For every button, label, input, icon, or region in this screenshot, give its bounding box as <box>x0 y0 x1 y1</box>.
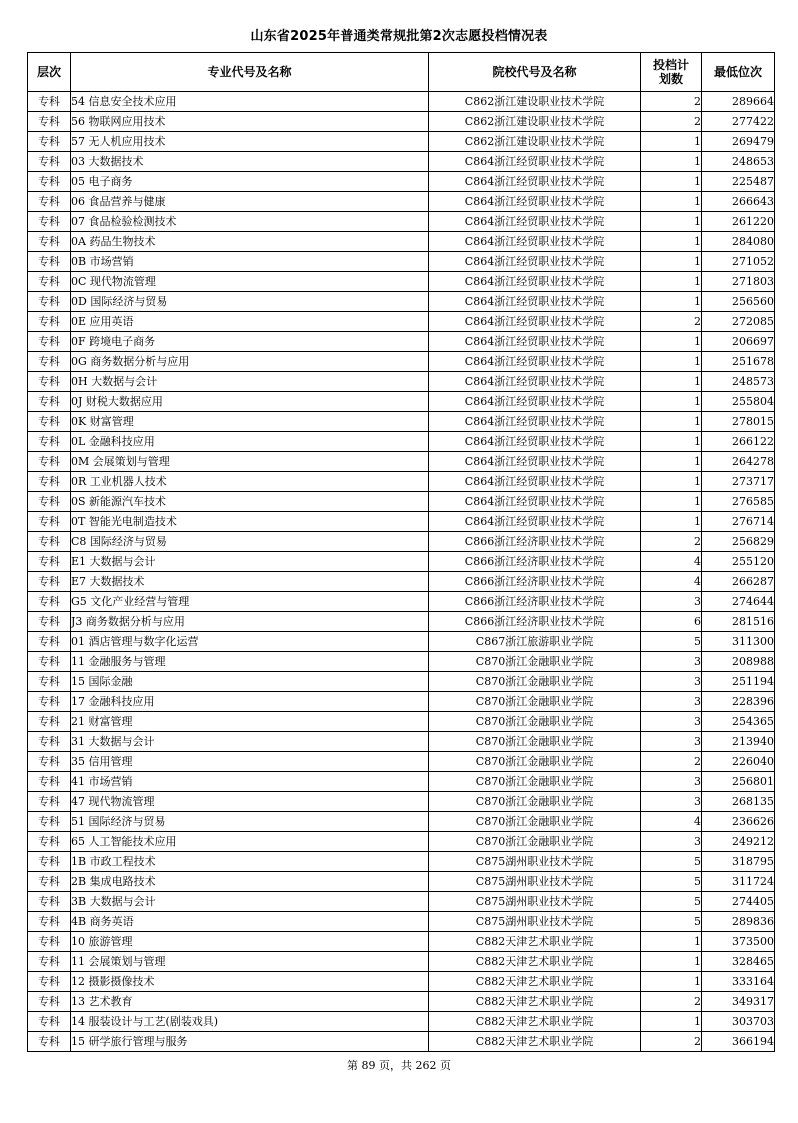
cell-level: 专科 <box>28 112 71 132</box>
cell-rank: 273717 <box>702 472 775 492</box>
cell-major: E7 大数据技术 <box>71 572 429 592</box>
cell-level: 专科 <box>28 512 71 532</box>
cell-school: C882天津艺术职业学院 <box>429 952 641 972</box>
cell-major: 4B 商务英语 <box>71 912 429 932</box>
cell-major: 0G 商务数据分析与应用 <box>71 352 429 372</box>
cell-plan: 4 <box>641 572 702 592</box>
cell-school: C864浙江经贸职业技术学院 <box>429 352 641 372</box>
cell-plan: 3 <box>641 792 702 812</box>
cell-plan: 1 <box>641 352 702 372</box>
table-row <box>28 832 775 852</box>
cell-school: C870浙江金融职业学院 <box>429 672 641 692</box>
cell-school: C870浙江金融职业学院 <box>429 792 641 812</box>
cell-level: 专科 <box>28 452 71 472</box>
cell-level: 专科 <box>28 92 71 112</box>
cell-major: 56 物联网应用技术 <box>71 112 429 132</box>
table-row <box>28 392 775 412</box>
cell-level: 专科 <box>28 692 71 712</box>
cell-major: 15 国际金融 <box>71 672 429 692</box>
cell-rank: 269479 <box>702 132 775 152</box>
cell-major: 0C 现代物流管理 <box>71 272 429 292</box>
table-row <box>28 892 775 912</box>
cell-school: C870浙江金融职业学院 <box>429 732 641 752</box>
cell-plan: 1 <box>641 192 702 212</box>
cell-plan: 1 <box>641 972 702 992</box>
cell-school: C870浙江金融职业学院 <box>429 652 641 672</box>
cell-rank: 289664 <box>702 92 775 112</box>
cell-level: 专科 <box>28 132 71 152</box>
cell-rank: 271052 <box>702 252 775 272</box>
table-row <box>28 232 775 252</box>
cell-rank: 256560 <box>702 292 775 312</box>
cell-school: C862浙江建设职业技术学院 <box>429 92 641 112</box>
cell-major: 35 信用管理 <box>71 752 429 772</box>
table-row <box>28 592 775 612</box>
cell-rank: 228396 <box>702 692 775 712</box>
cell-plan: 5 <box>641 632 702 652</box>
cell-rank: 276585 <box>702 492 775 512</box>
cell-school: C864浙江经贸职业技术学院 <box>429 252 641 272</box>
cell-plan: 2 <box>641 92 702 112</box>
page-number-footer: 第 89 页，共 262 页 <box>347 1059 451 1072</box>
cell-plan: 4 <box>641 812 702 832</box>
cell-school: C864浙江经贸职业技术学院 <box>429 172 641 192</box>
cell-plan: 1 <box>641 172 702 192</box>
cell-level: 专科 <box>28 652 71 672</box>
cell-plan: 3 <box>641 732 702 752</box>
cell-school: C864浙江经贸职业技术学院 <box>429 192 641 212</box>
cell-rank: 328465 <box>702 952 775 972</box>
cell-major: J3 商务数据分析与应用 <box>71 612 429 632</box>
cell-school: C867浙江旅游职业学院 <box>429 632 641 652</box>
cell-major: 41 市场营销 <box>71 772 429 792</box>
table-row <box>28 92 775 112</box>
table-row <box>28 712 775 732</box>
cell-rank: 373500 <box>702 932 775 952</box>
cell-rank: 276714 <box>702 512 775 532</box>
table-row <box>28 772 775 792</box>
cell-rank: 266287 <box>702 572 775 592</box>
cell-level: 专科 <box>28 352 71 372</box>
cell-plan: 1 <box>641 252 702 272</box>
table-row <box>28 512 775 532</box>
cell-school: C864浙江经贸职业技术学院 <box>429 312 641 332</box>
cell-rank: 254365 <box>702 712 775 732</box>
cell-level: 专科 <box>28 672 71 692</box>
cell-plan: 1 <box>641 472 702 492</box>
cell-plan: 1 <box>641 132 702 152</box>
cell-level: 专科 <box>28 232 71 252</box>
cell-major: 14 服装设计与工艺(剧装戏具) <box>71 1012 429 1032</box>
table-row <box>28 1032 775 1052</box>
cell-school: C862浙江建设职业技术学院 <box>429 112 641 132</box>
cell-plan: 5 <box>641 852 702 872</box>
cell-level: 专科 <box>28 552 71 572</box>
cell-level: 专科 <box>28 332 71 352</box>
cell-major: 1B 市政工程技术 <box>71 852 429 872</box>
cell-level: 专科 <box>28 832 71 852</box>
table-row <box>28 732 775 752</box>
cell-rank: 251678 <box>702 352 775 372</box>
cell-rank: 311300 <box>702 632 775 652</box>
cell-school: C882天津艺术职业学院 <box>429 992 641 1012</box>
cell-major: 11 金融服务与管理 <box>71 652 429 672</box>
cell-plan: 1 <box>641 372 702 392</box>
cell-rank: 277422 <box>702 112 775 132</box>
cell-major: 3B 大数据与会计 <box>71 892 429 912</box>
cell-rank: 281516 <box>702 612 775 632</box>
cell-plan: 1 <box>641 452 702 472</box>
cell-level: 专科 <box>28 772 71 792</box>
cell-rank: 248653 <box>702 152 775 172</box>
table-row <box>28 132 775 152</box>
table-row <box>28 572 775 592</box>
header-level: 层次 <box>28 53 71 92</box>
cell-level: 专科 <box>28 932 71 952</box>
cell-level: 专科 <box>28 212 71 232</box>
cell-rank: 303703 <box>702 1012 775 1032</box>
cell-school: C866浙江经济职业技术学院 <box>429 552 641 572</box>
cell-major: 0B 市场营销 <box>71 252 429 272</box>
cell-rank: 261220 <box>702 212 775 232</box>
cell-rank: 225487 <box>702 172 775 192</box>
table-row <box>28 652 775 672</box>
cell-rank: 236626 <box>702 812 775 832</box>
cell-school: C870浙江金融职业学院 <box>429 712 641 732</box>
cell-plan: 1 <box>641 1012 702 1032</box>
cell-school: C864浙江经贸职业技术学院 <box>429 152 641 172</box>
cell-plan: 1 <box>641 412 702 432</box>
cell-school: C864浙江经贸职业技术学院 <box>429 372 641 392</box>
cell-level: 专科 <box>28 1032 71 1052</box>
cell-plan: 3 <box>641 832 702 852</box>
cell-major: 0E 应用英语 <box>71 312 429 332</box>
cell-major: 0D 国际经济与贸易 <box>71 292 429 312</box>
cell-level: 专科 <box>28 612 71 632</box>
cell-plan: 3 <box>641 692 702 712</box>
cell-major: 01 酒店管理与数字化运营 <box>71 632 429 652</box>
cell-major: 31 大数据与会计 <box>71 732 429 752</box>
cell-school: C864浙江经贸职业技术学院 <box>429 512 641 532</box>
table-row <box>28 432 775 452</box>
cell-plan: 2 <box>641 312 702 332</box>
cell-major: 0K 财富管理 <box>71 412 429 432</box>
table-row <box>28 752 775 772</box>
table-row <box>28 252 775 272</box>
cell-rank: 206697 <box>702 332 775 352</box>
table-row <box>28 192 775 212</box>
cell-school: C864浙江经贸职业技术学院 <box>429 392 641 412</box>
table-row <box>28 912 775 932</box>
cell-plan: 1 <box>641 512 702 532</box>
cell-major: 0L 金融科技应用 <box>71 432 429 452</box>
cell-rank: 311724 <box>702 872 775 892</box>
cell-rank: 256829 <box>702 532 775 552</box>
cell-plan: 3 <box>641 672 702 692</box>
cell-rank: 226040 <box>702 752 775 772</box>
cell-school: C875湖州职业技术学院 <box>429 872 641 892</box>
cell-plan: 1 <box>641 492 702 512</box>
cell-school: C875湖州职业技术学院 <box>429 852 641 872</box>
cell-school: C862浙江建设职业技术学院 <box>429 132 641 152</box>
cell-rank: 251194 <box>702 672 775 692</box>
cell-school: C864浙江经贸职业技术学院 <box>429 272 641 292</box>
cell-plan: 5 <box>641 912 702 932</box>
cell-level: 专科 <box>28 752 71 772</box>
header-rank: 最低位次 <box>702 53 775 92</box>
cell-major: 21 财富管理 <box>71 712 429 732</box>
cell-major: 05 电子商务 <box>71 172 429 192</box>
cell-major: E1 大数据与会计 <box>71 552 429 572</box>
cell-level: 专科 <box>28 532 71 552</box>
table-row <box>28 472 775 492</box>
cell-level: 专科 <box>28 632 71 652</box>
cell-plan: 2 <box>641 1032 702 1052</box>
cell-rank: 274405 <box>702 892 775 912</box>
cell-plan: 2 <box>641 752 702 772</box>
cell-major: 17 金融科技应用 <box>71 692 429 712</box>
table-row <box>28 852 775 872</box>
cell-level: 专科 <box>28 852 71 872</box>
cell-major: 15 研学旅行管理与服务 <box>71 1032 429 1052</box>
cell-school: C864浙江经贸职业技术学院 <box>429 332 641 352</box>
cell-plan: 1 <box>641 332 702 352</box>
table-row <box>28 932 775 952</box>
cell-plan: 1 <box>641 212 702 232</box>
table-row <box>28 632 775 652</box>
header-major: 专业代号及名称 <box>71 53 429 92</box>
cell-level: 专科 <box>28 312 71 332</box>
cell-plan: 1 <box>641 932 702 952</box>
cell-level: 专科 <box>28 392 71 412</box>
cell-major: 12 摄影摄像技术 <box>71 972 429 992</box>
cell-level: 专科 <box>28 792 71 812</box>
cell-rank: 213940 <box>702 732 775 752</box>
cell-level: 专科 <box>28 432 71 452</box>
table-header-row <box>28 53 775 92</box>
cell-level: 专科 <box>28 272 71 292</box>
cell-plan: 1 <box>641 432 702 452</box>
cell-level: 专科 <box>28 492 71 512</box>
cell-level: 专科 <box>28 952 71 972</box>
cell-plan: 1 <box>641 232 702 252</box>
cell-plan: 3 <box>641 772 702 792</box>
table-row <box>28 672 775 692</box>
cell-school: C866浙江经济职业技术学院 <box>429 612 641 632</box>
table-row <box>28 352 775 372</box>
admission-table <box>27 52 775 1052</box>
cell-school: C866浙江经济职业技术学院 <box>429 532 641 552</box>
cell-school: C864浙江经贸职业技术学院 <box>429 212 641 232</box>
cell-level: 专科 <box>28 372 71 392</box>
cell-major: G5 文化产业经营与管理 <box>71 592 429 612</box>
page-title: 山东省2025年普通类常规批第2次志愿投档情况表 <box>250 29 548 44</box>
cell-level: 专科 <box>28 472 71 492</box>
table-row <box>28 612 775 632</box>
cell-plan: 1 <box>641 952 702 972</box>
table-row <box>28 872 775 892</box>
table-body <box>28 92 775 1052</box>
cell-plan: 5 <box>641 892 702 912</box>
cell-plan: 3 <box>641 592 702 612</box>
cell-major: 2B 集成电路技术 <box>71 872 429 892</box>
table-row <box>28 212 775 232</box>
cell-level: 专科 <box>28 812 71 832</box>
cell-school: C875湖州职业技术学院 <box>429 912 641 932</box>
cell-plan: 2 <box>641 992 702 1012</box>
cell-major: 0A 药品生物技术 <box>71 232 429 252</box>
cell-school: C864浙江经贸职业技术学院 <box>429 472 641 492</box>
cell-level: 专科 <box>28 892 71 912</box>
cell-major: 51 国际经济与贸易 <box>71 812 429 832</box>
cell-school: C864浙江经贸职业技术学院 <box>429 452 641 472</box>
cell-rank: 289836 <box>702 912 775 932</box>
cell-plan: 1 <box>641 272 702 292</box>
cell-rank: 284080 <box>702 232 775 252</box>
cell-level: 专科 <box>28 172 71 192</box>
cell-school: C864浙江经贸职业技术学院 <box>429 492 641 512</box>
cell-school: C870浙江金融职业学院 <box>429 772 641 792</box>
cell-rank: 333164 <box>702 972 775 992</box>
cell-plan: 1 <box>641 392 702 412</box>
cell-level: 专科 <box>28 152 71 172</box>
table-row <box>28 992 775 1012</box>
cell-level: 专科 <box>28 732 71 752</box>
cell-level: 专科 <box>28 252 71 272</box>
cell-rank: 266122 <box>702 432 775 452</box>
cell-level: 专科 <box>28 992 71 1012</box>
cell-rank: 249212 <box>702 832 775 852</box>
cell-rank: 256801 <box>702 772 775 792</box>
cell-level: 专科 <box>28 1012 71 1032</box>
cell-school: C864浙江经贸职业技术学院 <box>429 232 641 252</box>
cell-rank: 255120 <box>702 552 775 572</box>
cell-major: 03 大数据技术 <box>71 152 429 172</box>
cell-major: 47 现代物流管理 <box>71 792 429 812</box>
table-row <box>28 972 775 992</box>
cell-rank: 248573 <box>702 372 775 392</box>
cell-plan: 3 <box>641 712 702 732</box>
cell-major: 0M 会展策划与管理 <box>71 452 429 472</box>
cell-rank: 268135 <box>702 792 775 812</box>
header-plan: 投档计划数 <box>641 53 702 92</box>
cell-school: C870浙江金融职业学院 <box>429 812 641 832</box>
cell-plan: 1 <box>641 152 702 172</box>
table-row <box>28 492 775 512</box>
cell-level: 专科 <box>28 972 71 992</box>
cell-school: C875湖州职业技术学院 <box>429 892 641 912</box>
cell-rank: 318795 <box>702 852 775 872</box>
cell-major: C8 国际经济与贸易 <box>71 532 429 552</box>
cell-major: 0J 财税大数据应用 <box>71 392 429 412</box>
cell-rank: 255804 <box>702 392 775 412</box>
cell-level: 专科 <box>28 912 71 932</box>
table-row <box>28 372 775 392</box>
cell-rank: 274644 <box>702 592 775 612</box>
cell-plan: 5 <box>641 872 702 892</box>
cell-level: 专科 <box>28 572 71 592</box>
cell-school: C864浙江经贸职业技术学院 <box>429 432 641 452</box>
cell-major: 06 食品营养与健康 <box>71 192 429 212</box>
cell-major: 10 旅游管理 <box>71 932 429 952</box>
table-row <box>28 792 775 812</box>
cell-major: 65 人工智能技术应用 <box>71 832 429 852</box>
cell-major: 0R 工业机器人技术 <box>71 472 429 492</box>
cell-plan: 2 <box>641 112 702 132</box>
cell-rank: 349317 <box>702 992 775 1012</box>
cell-school: C866浙江经济职业技术学院 <box>429 572 641 592</box>
cell-plan: 1 <box>641 292 702 312</box>
cell-plan: 4 <box>641 552 702 572</box>
cell-level: 专科 <box>28 192 71 212</box>
table-row <box>28 532 775 552</box>
table-row <box>28 292 775 312</box>
cell-plan: 3 <box>641 652 702 672</box>
table-row <box>28 272 775 292</box>
cell-school: C870浙江金融职业学院 <box>429 832 641 852</box>
header-school: 院校代号及名称 <box>429 53 641 92</box>
cell-rank: 278015 <box>702 412 775 432</box>
table-row <box>28 812 775 832</box>
cell-school: C866浙江经济职业技术学院 <box>429 592 641 612</box>
cell-major: 13 艺术教育 <box>71 992 429 1012</box>
cell-school: C870浙江金融职业学院 <box>429 752 641 772</box>
table-row <box>28 1012 775 1032</box>
cell-school: C864浙江经贸职业技术学院 <box>429 292 641 312</box>
cell-rank: 208988 <box>702 652 775 672</box>
table-row <box>28 112 775 132</box>
cell-major: 0F 跨境电子商务 <box>71 332 429 352</box>
cell-school: C870浙江金融职业学院 <box>429 692 641 712</box>
table-row <box>28 152 775 172</box>
cell-plan: 6 <box>641 612 702 632</box>
cell-rank: 366194 <box>702 1032 775 1052</box>
cell-level: 专科 <box>28 872 71 892</box>
cell-school: C882天津艺术职业学院 <box>429 932 641 952</box>
cell-rank: 266643 <box>702 192 775 212</box>
table-row <box>28 452 775 472</box>
cell-major: 07 食品检验检测技术 <box>71 212 429 232</box>
cell-major: 54 信息安全技术应用 <box>71 92 429 112</box>
cell-school: C882天津艺术职业学院 <box>429 972 641 992</box>
table-row <box>28 412 775 432</box>
cell-school: C882天津艺术职业学院 <box>429 1032 641 1052</box>
cell-school: C864浙江经贸职业技术学院 <box>429 412 641 432</box>
cell-major: 0T 智能光电制造技术 <box>71 512 429 532</box>
cell-level: 专科 <box>28 592 71 612</box>
cell-major: 0H 大数据与会计 <box>71 372 429 392</box>
cell-level: 专科 <box>28 412 71 432</box>
table-row <box>28 952 775 972</box>
cell-rank: 272085 <box>702 312 775 332</box>
table-row <box>28 172 775 192</box>
cell-plan: 2 <box>641 532 702 552</box>
cell-major: 57 无人机应用技术 <box>71 132 429 152</box>
cell-school: C882天津艺术职业学院 <box>429 1012 641 1032</box>
table-row <box>28 312 775 332</box>
table-row <box>28 552 775 572</box>
cell-major: 11 会展策划与管理 <box>71 952 429 972</box>
cell-rank: 264278 <box>702 452 775 472</box>
cell-rank: 271803 <box>702 272 775 292</box>
table-row <box>28 692 775 712</box>
cell-major: 0S 新能源汽车技术 <box>71 492 429 512</box>
table-row <box>28 332 775 352</box>
cell-level: 专科 <box>28 712 71 732</box>
cell-level: 专科 <box>28 292 71 312</box>
